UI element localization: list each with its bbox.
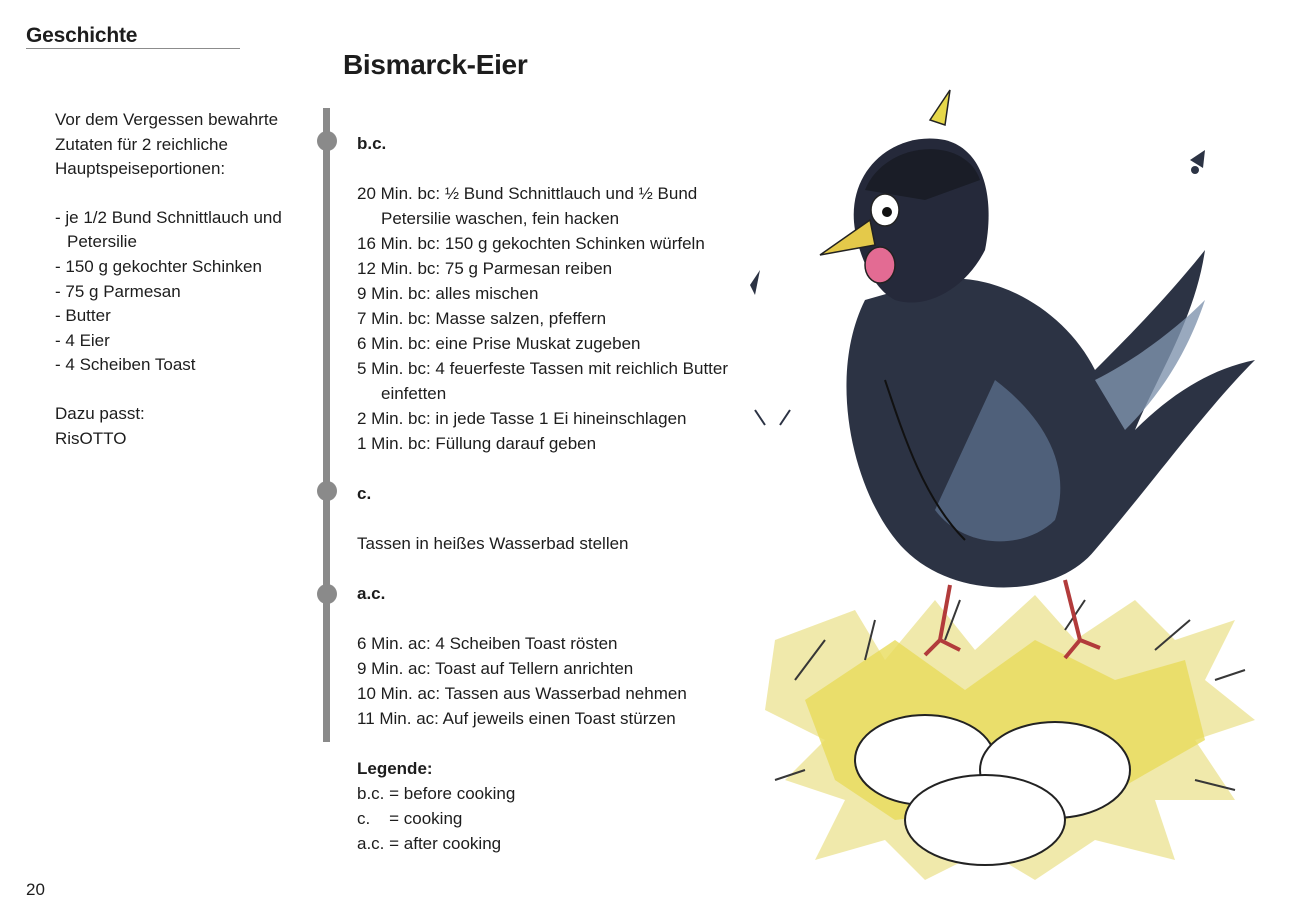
timeline-dot-after-cooking	[317, 584, 337, 604]
ingredient-item: - 75 g Parmesan	[55, 280, 305, 305]
step-item: 10 Min. ac: Tassen aus Wasserbad nehmen	[357, 684, 687, 703]
step-item: 20 Min. bc: ½ Bund Schnittlauch und ½ Bund Petersilie waschen, fein hacken	[357, 184, 698, 228]
hen-head	[820, 90, 989, 303]
ingredient-item: - Butter	[55, 304, 305, 329]
phase-label-cooking: c.	[357, 484, 372, 503]
pairing-value: RisOTTO	[55, 428, 127, 448]
ingredient-item: - 4 Scheiben Toast	[55, 353, 305, 378]
ingredients-intro: Vor dem Vergessen bewahrte Zutaten für 2 reichliche Hauptspeiseportionen:	[55, 110, 279, 179]
legend-item: b.c. = before cooking	[357, 784, 516, 803]
timeline-dot-before-cooking	[317, 131, 337, 151]
ingredient-item: - je 1/2 Bund Schnittlauch und Petersilie	[55, 206, 305, 255]
step-item: 7 Min. bc: Masse salzen, pfeffern	[357, 309, 607, 328]
step-item: 12 Min. bc: 75 g Parmesan reiben	[357, 259, 613, 278]
section-title: Geschichte	[26, 24, 240, 49]
page-number: 20	[26, 880, 45, 899]
step-item: 9 Min. bc: alles mischen	[357, 284, 539, 303]
step-item: 2 Min. bc: in jede Tasse 1 Ei hineinschlagen	[357, 409, 687, 428]
ingredients-column	[55, 108, 305, 451]
step-item: 5 Min. bc: 4 feuerfeste Tassen mit reichlich Butter einfetten	[357, 359, 729, 403]
ingredients-list	[55, 206, 305, 378]
step-item: 6 Min. ac: 4 Scheiben Toast rösten	[357, 634, 618, 653]
ingredient-item: - 150 g gekochter Schinken	[55, 255, 305, 280]
page-title: Bismarck-Eier	[343, 49, 528, 80]
phase-label-after-cooking: a.c.	[357, 584, 386, 603]
timeline-dot-cooking	[317, 481, 337, 501]
steps-column	[357, 131, 737, 856]
step-item: 1 Min. bc: Füllung darauf geben	[357, 434, 597, 453]
phase-label-before-cooking: b.c.	[357, 134, 387, 153]
legend	[357, 756, 737, 856]
timeline-bar	[323, 108, 330, 742]
step-item: 9 Min. ac: Toast auf Tellern anrichten	[357, 659, 634, 678]
step-item: 11 Min. ac: Auf jeweils einen Toast stürzen	[357, 709, 676, 728]
hen-on-eggs-illustration	[735, 80, 1275, 910]
legend-item: a.c. = after cooking	[357, 834, 502, 853]
step-item: 16 Min. bc: 150 g gekochten Schinken würfeln	[357, 234, 705, 253]
step-item: Tassen in heißes Wasserbad stellen	[357, 534, 629, 553]
step-item: 6 Min. bc: eine Prise Muskat zugeben	[357, 334, 641, 353]
ingredient-item: - 4 Eier	[55, 329, 305, 354]
pairing-label: Dazu passt:	[55, 403, 145, 423]
pairing-block	[55, 402, 305, 451]
legend-label: Legende:	[357, 759, 433, 778]
legend-item: c. = cooking	[357, 809, 463, 828]
